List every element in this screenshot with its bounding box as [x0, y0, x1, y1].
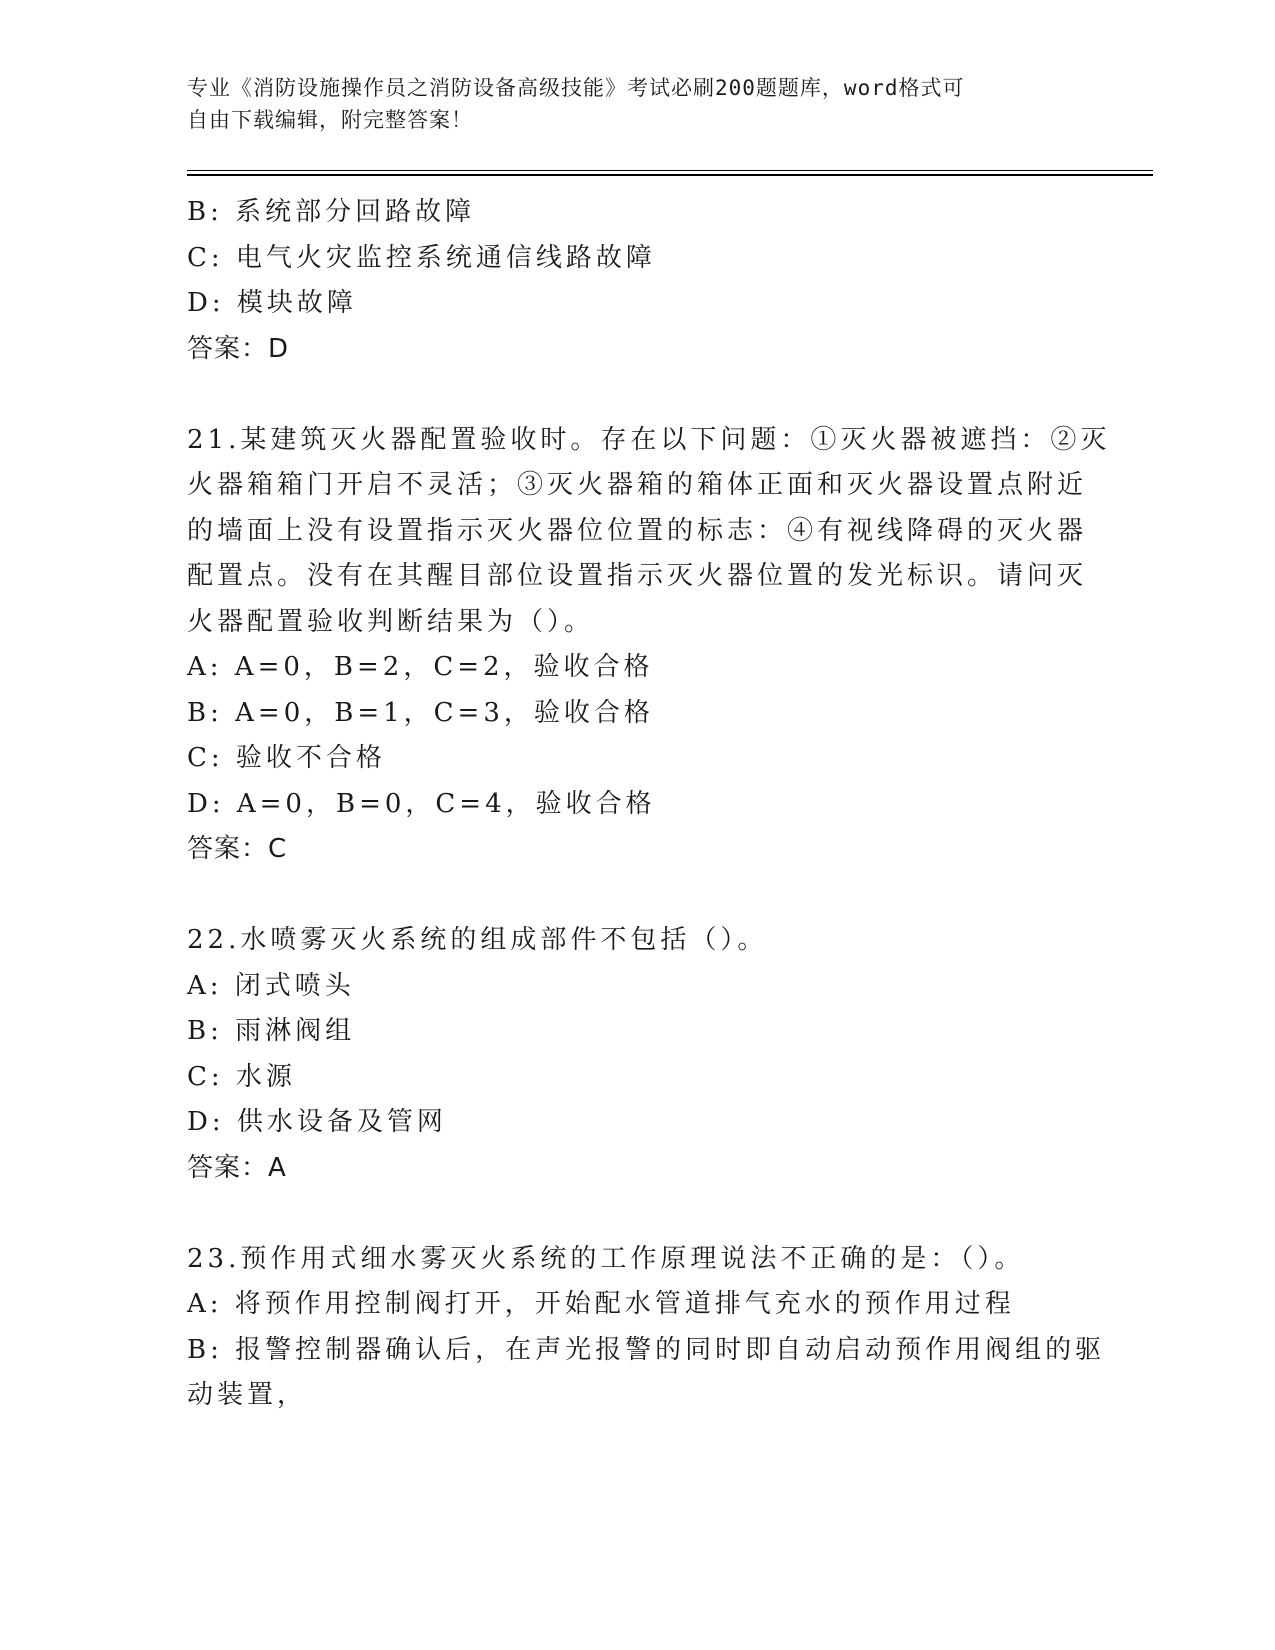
- header-line-2: 自由下载编辑，附完整答案！: [187, 108, 473, 132]
- option-a: A: A=0，B=2，C=2，验收合格: [187, 652, 654, 682]
- prev-question-block: [187, 190, 1087, 372]
- question-stem-line: 的墙面上没有设置指示灭火器位位置的标志：④有视线降碍的灭火器: [187, 515, 1088, 546]
- option-c: C: 电气火灾监控系统通信线路故障: [187, 242, 656, 273]
- option-b: B: 报警控制器确认后，在声光报警的同时即自动启动预作用阀组的驱: [187, 1334, 1106, 1365]
- header-line-1: 专业《消防设施操作员之消防设备高级技能》考试必刷200题题库，word格式可: [187, 76, 965, 100]
- answer-line: 答案：D: [187, 333, 290, 364]
- question-23-block: [187, 1237, 1106, 1419]
- option-b: B: A=0，B=1，C=3，验收合格: [187, 697, 654, 728]
- question-stem-line: 火器配置验收判断结果为（）。: [187, 606, 595, 637]
- question-stem-line: 配置点。没有在其醒目部位设置指示灭火器位置的发光标识。请问灭: [187, 561, 1088, 591]
- option-d: D: 供水设备及管网: [187, 1107, 447, 1137]
- spacer: [187, 873, 1087, 919]
- question-21-block: [187, 418, 1111, 873]
- option-b: B: 系统部分回路故障: [187, 197, 476, 227]
- question-22-block: [187, 918, 1087, 1191]
- option-d: D: 模块故障: [187, 288, 357, 318]
- question-content: [187, 190, 1111, 1419]
- header-rule-thin: [187, 170, 1153, 171]
- page-header: [187, 72, 1067, 136]
- question-stem-line: 火器箱箱门开启不灵活；③灭火器箱的箱体正面和灭火器设置点附近: [187, 470, 1088, 500]
- option-d: D: A=0，B=0，C=4，验收合格: [187, 788, 656, 819]
- option-c: C: 验收不合格: [187, 743, 386, 773]
- question-stem-line: 23.预作用式细水雾灭火系统的工作原理说法不正确的是：（）。: [187, 1243, 1025, 1274]
- option-b: B: 雨淋阀组: [187, 1016, 356, 1046]
- option-b-continued: 动装置，: [187, 1380, 308, 1410]
- answer-line: 答案：A: [187, 1152, 287, 1183]
- option-a: A: 闭式喷头: [187, 970, 355, 1001]
- option-c: C: 水源: [187, 1061, 296, 1092]
- question-stem-line: 22.水喷雾灭火系统的组成部件不包括（）。: [187, 925, 768, 955]
- header-rule-thick: [187, 174, 1153, 176]
- option-a: A: 将预作用控制阀打开，开始配水管道排气充水的预作用过程: [187, 1289, 1015, 1319]
- spacer: [187, 372, 1087, 418]
- spacer: [187, 1191, 1087, 1237]
- answer-line: 答案：C: [187, 834, 288, 864]
- question-stem-line: 21.某建筑灭火器配置验收时。存在以下问题：①灭火器被遮挡：②灭: [187, 424, 1111, 455]
